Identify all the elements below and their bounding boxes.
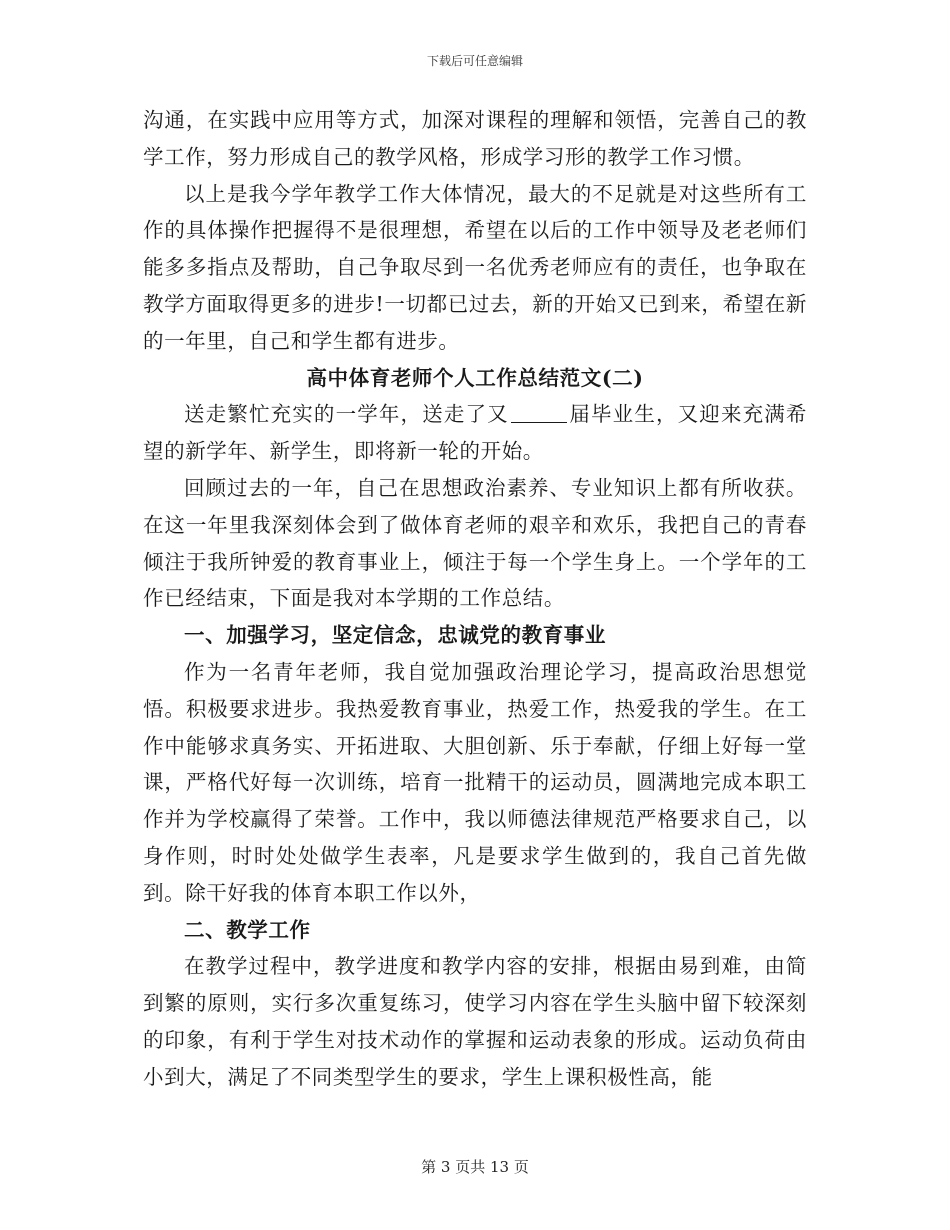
paragraph-review: 回顾过去的一年，自己在思想政治素养、专业知识上都有所收获。在这一年里我深刻体会到了做体育老师的艰辛和欢乐，我把自己的青春倾注于我所钟爱的教育事业上，倾注于每一个学生身上。一个学年的工作已经结束，下面是我对本学期的工作总结。 (143, 475, 807, 611)
section-title: 高中体育老师个人工作总结范文(二) (306, 365, 644, 390)
document-body (143, 102, 807, 1096)
page-header: 下载后可任意编辑 (426, 54, 523, 68)
subheading-study: 一、加强学习，坚定信念，忠诚党的教育事业 (184, 623, 606, 648)
paragraph-teaching: 在教学过程中，教学进度和教学内容的安排，根据由易到难，由简到繁的原则，实行多次重复练习，使学习内容在学生头脑中留下较深刻的印象，有利于学生对技术动作的掌握和运动表象的形成。运动负荷由小到大，满足了不同类型学生的要求，学生上课积极性高，能 (143, 954, 807, 1089)
paragraph-study: 作为一名青年老师，我自觉加强政治理论学习，提高政治思想觉悟。积极要求进步。我热爱教育事业，热爱工作，热爱我的学生。在工作中能够求真务实、开拓进取、大胆创新、乐于奉献，仔细上好每一堂课，严格代好每一次训练，培育一批精干的运动员，圆满地完成本职工作并为学校赢得了荣誉。工作中，我以师德法律规范严格要求自己，以身作则，时时处处做学生表率，凡是要求学生做到的，我自己首先做到。除干好我的体育本职工作以外， (143, 659, 807, 905)
intro-text-before-blank: 送走繁忙充实的一学年，送走了又 (184, 402, 509, 427)
paragraph-summary: 以上是我今学年教学工作大体情况，最大的不足就是对这些所有工作的具体操作把握得不是很理想，希望在以后的工作中领导及老老师们能多多指点及帮助，自己争取尽到一名优秀老师应有的责任，也争取在教学方面取得更多的进步!一切都已过去，新的开始又已到来，希望在新的一年里，自己和学生都有进步。 (143, 181, 807, 353)
page-number: 第 3 页共 13 页 (421, 1158, 529, 1176)
paragraph-intro (143, 396, 807, 470)
subheading-teaching: 二、教学工作 (184, 917, 311, 942)
paragraph-continuation: 沟通，在实践中应用等方式，加深对课程的理解和领悟，完善自己的教学工作，努力形成自己的教学风格，形成学习形的教学工作习惯。 (143, 108, 807, 169)
intro-text-after-blank: 届毕业生，又迎来充满希望的新学年、新学生，即将新一轮的开始。 (143, 402, 808, 464)
fill-in-blank (511, 402, 567, 423)
